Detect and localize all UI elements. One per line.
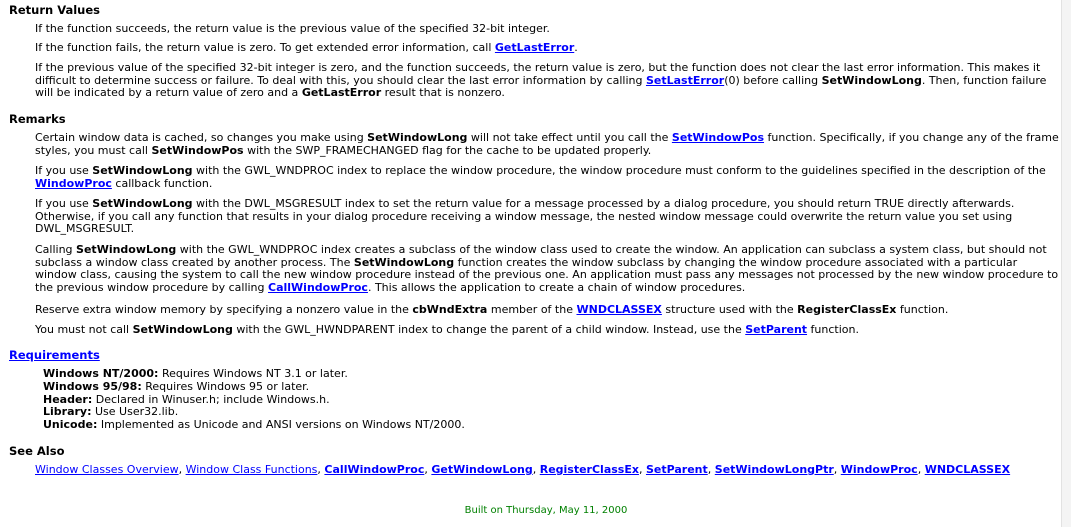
remarks-heading: Remarks — [9, 112, 66, 126]
see-also-link[interactable]: Window Classes Overview — [35, 463, 179, 476]
see-also-link[interactable]: WindowProc — [840, 463, 918, 476]
getlasterror-link[interactable]: GetLastError — [494, 41, 575, 54]
see-also-link[interactable]: Window Class Functions — [185, 463, 318, 476]
setlasterror-link[interactable]: SetLastError — [645, 73, 725, 87]
see-also-link[interactable]: SetParent — [645, 463, 708, 476]
remarks-hwndparent-paragraph: You must not call SetWindowLong with the GWL_HWNDPARENT index to change the parent of a child window. Instead, use the SetParent function. — [35, 323, 859, 336]
requirements-link[interactable]: Requirements — [9, 348, 100, 362]
setparent-link[interactable]: SetParent — [745, 323, 808, 336]
requirement-header: Header: Declared in Winuser.h; include Windows.h. — [43, 392, 330, 406]
return-values-heading: Return Values — [9, 3, 101, 17]
remarks-wndproc-paragraph: If you use SetWindowLong with the GWL_WNDPROC index to replace the window procedure, the window procedure must conform to the guidelines specified in the description of the WindowProc callback function. — [35, 164, 1046, 190]
requirements-list — [43, 368, 465, 432]
requirements-heading — [9, 348, 100, 362]
see-also-link[interactable]: CallWindowProc — [324, 463, 425, 476]
return-values-success: If the function succeeds, the return value is the previous value of the specified 32-bit integer. — [35, 22, 550, 35]
see-also-link[interactable]: SetWindowLongPtr — [714, 463, 834, 476]
wndclassex-link[interactable]: WNDCLASSEX — [576, 303, 662, 316]
requirement-95: Windows 95/98: Requires Windows 95 or later. — [43, 379, 310, 393]
requirement-nt: Windows NT/2000: Requires Windows NT 3.1 or later. — [43, 367, 348, 380]
remarks-cached-paragraph: Certain window data is cached, so changes you make using SetWindowLong will not take effect until you call the SetWindowPos function. Specifically, if you change any of the frame styles, you must call SetWindowPos with the SWP_FRAMECHANGED flag for the cache to be updated properly. — [35, 131, 1059, 157]
remarks-extra-memory-paragraph: Reserve extra window memory by specifying a nonzero value in the cbWndExtra member of the WNDCLASSEX structure used with the RegisterClassEx function. — [35, 303, 949, 316]
see-also-heading: See Also — [9, 444, 65, 458]
see-also-links: Window Classes Overview, Window Class Functions, CallWindowProc, GetWindowLong, RegisterClassEx, SetParent, SetWindowLongPtr, WindowProc, WNDCLASSEX — [35, 463, 1011, 476]
requirement-unicode: Unicode: Implemented as Unicode and ANSI versions on Windows NT/2000. — [43, 418, 465, 432]
vertical-scrollbar[interactable] — [1061, 0, 1071, 527]
setwindowpos-link[interactable]: SetWindowPos — [671, 131, 765, 144]
callwindowproc-link[interactable]: CallWindowProc — [268, 280, 368, 294]
see-also-link[interactable]: RegisterClassEx — [539, 463, 639, 476]
build-footer: Built on Thursday, May 11, 2000 — [464, 505, 628, 516]
windowproc-link[interactable]: WindowProc — [35, 176, 112, 190]
remarks-msgresult-paragraph: If you use SetWindowLong with the DWL_MSGRESULT index to set the return value for a message processed by a dialog procedure, you should return TRUE directly afterwards. Otherwise, if you call any function that results in your dialog procedure receiving a window message, the nested window message could overwrite the return value you set using DWL_MSGRESULT. — [35, 197, 1015, 236]
see-also-link[interactable]: GetWindowLong — [431, 463, 533, 476]
see-also-link[interactable]: WNDCLASSEX — [924, 463, 1011, 476]
return-values-zero-note: If the previous value of the specified 32-bit integer is zero, and the function succeeds, the return value is zero, but the function does not clear the last error information. This makes it difficult to determine success or failure. To deal with this, you should clear the last error information by calling SetLastError(0) before calling SetWindowLong. Then, function failure will be indicated by a return value of zero and a GetLastError result that is nonzero. — [35, 61, 1047, 100]
remarks-subclass-paragraph: Calling SetWindowLong with the GWL_WNDPROC index creates a subclass of the window class used to create the window. An application can subclass a system class, but should not subclass a window class created by another process. The SetWindowLong function creates the window subclass by changing the window procedure associated with a particular window class, causing the system to call the new window procedure instead of the previous one. An application must pass any messages not processed by the new window procedure to the previous window procedure by calling CallWindowProc. This allows the application to create a chain of window procedures. — [35, 243, 1059, 294]
requirement-library: Library: Use User32.lib. — [43, 405, 179, 419]
return-values-failure: If the function fails, the return value is zero. To get extended error information, call GetLastError. — [35, 41, 578, 54]
